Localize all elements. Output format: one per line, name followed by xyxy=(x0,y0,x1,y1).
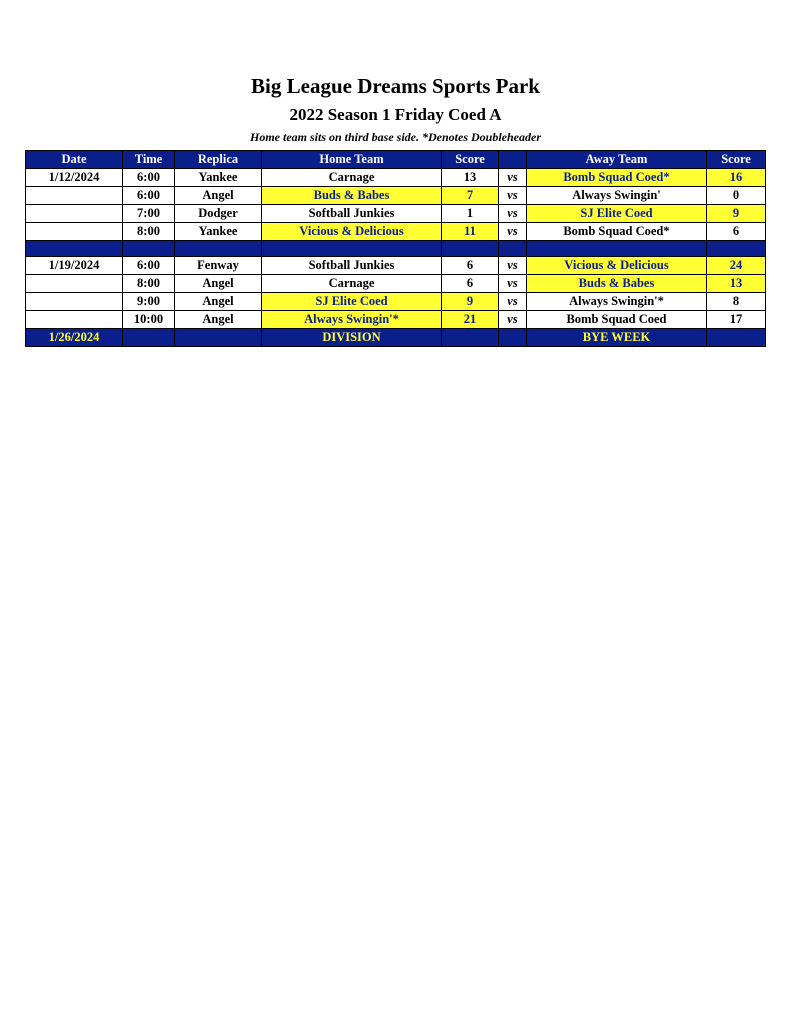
bye-date: 1/26/2024 xyxy=(26,329,123,347)
game-row xyxy=(26,257,766,275)
page-note: Home team sits on third base side. *Denotes Doubleheader xyxy=(250,130,541,144)
away-score: 9 xyxy=(707,205,766,223)
replica-field: Angel xyxy=(175,275,262,293)
game-time: 10:00 xyxy=(123,311,175,329)
page-subtitle: 2022 Season 1 Friday Coed A xyxy=(289,105,502,124)
vs-label: vs xyxy=(499,275,527,293)
away-score: 0 xyxy=(707,187,766,205)
schedule-table xyxy=(25,150,766,347)
separator-cell xyxy=(175,241,262,257)
bye-cell xyxy=(175,329,262,347)
col-header-away-team: Away Team xyxy=(527,151,707,169)
game-date xyxy=(26,311,123,329)
replica-field: Angel xyxy=(175,311,262,329)
home-team: Softball Junkies xyxy=(262,257,442,275)
week-separator-row xyxy=(26,241,766,257)
game-row xyxy=(26,187,766,205)
home-score: 6 xyxy=(442,257,499,275)
replica-field: Fenway xyxy=(175,257,262,275)
home-score: 6 xyxy=(442,275,499,293)
vs-label: vs xyxy=(499,293,527,311)
col-header-home-score: Score xyxy=(442,151,499,169)
game-date xyxy=(26,293,123,311)
page-title: Big League Dreams Sports Park xyxy=(251,74,540,98)
col-header-date: Date xyxy=(26,151,123,169)
game-date xyxy=(26,205,123,223)
game-date xyxy=(26,223,123,241)
replica-field: Angel xyxy=(175,187,262,205)
game-date xyxy=(26,187,123,205)
schedule-body xyxy=(26,169,766,347)
replica-field: Yankee xyxy=(175,223,262,241)
home-team: Buds & Babes xyxy=(262,187,442,205)
home-score: 11 xyxy=(442,223,499,241)
away-team: Buds & Babes xyxy=(527,275,707,293)
home-score: 7 xyxy=(442,187,499,205)
col-header-home-team: Home Team xyxy=(262,151,442,169)
away-team: Bomb Squad Coed* xyxy=(527,169,707,187)
home-team: Vicious & Delicious xyxy=(262,223,442,241)
game-time: 8:00 xyxy=(123,223,175,241)
game-time: 6:00 xyxy=(123,169,175,187)
vs-label: vs xyxy=(499,311,527,329)
bye-cell xyxy=(123,329,175,347)
bye-week-row xyxy=(26,329,766,347)
game-time: 8:00 xyxy=(123,275,175,293)
game-date: 1/12/2024 xyxy=(26,169,123,187)
home-team: Always Swingin'* xyxy=(262,311,442,329)
game-row xyxy=(26,169,766,187)
away-team: Vicious & Delicious xyxy=(527,257,707,275)
vs-label: vs xyxy=(499,257,527,275)
away-score: 16 xyxy=(707,169,766,187)
table-header-row xyxy=(26,151,766,169)
away-score: 8 xyxy=(707,293,766,311)
separator-cell xyxy=(123,241,175,257)
game-time: 6:00 xyxy=(123,187,175,205)
away-team: Bomb Squad Coed xyxy=(527,311,707,329)
separator-cell xyxy=(262,241,442,257)
separator-cell xyxy=(442,241,499,257)
home-team: SJ Elite Coed xyxy=(262,293,442,311)
vs-label: vs xyxy=(499,205,527,223)
game-row xyxy=(26,205,766,223)
home-team: Carnage xyxy=(262,275,442,293)
separator-cell xyxy=(499,241,527,257)
game-time: 7:00 xyxy=(123,205,175,223)
bye-cell xyxy=(499,329,527,347)
away-team: Bomb Squad Coed* xyxy=(527,223,707,241)
away-team: SJ Elite Coed xyxy=(527,205,707,223)
replica-field: Dodger xyxy=(175,205,262,223)
home-score: 9 xyxy=(442,293,499,311)
game-row xyxy=(26,223,766,241)
vs-label: vs xyxy=(499,223,527,241)
game-time: 6:00 xyxy=(123,257,175,275)
home-score: 1 xyxy=(442,205,499,223)
game-date: 1/19/2024 xyxy=(26,257,123,275)
home-score: 21 xyxy=(442,311,499,329)
away-score: 13 xyxy=(707,275,766,293)
replica-field: Yankee xyxy=(175,169,262,187)
home-team: Carnage xyxy=(262,169,442,187)
replica-field: Angel xyxy=(175,293,262,311)
col-header-time: Time xyxy=(123,151,175,169)
vs-label: vs xyxy=(499,169,527,187)
bye-division-label: DIVISION xyxy=(262,329,442,347)
separator-cell xyxy=(26,241,123,257)
game-row xyxy=(26,275,766,293)
col-header-vs xyxy=(499,151,527,169)
away-team: Always Swingin' xyxy=(527,187,707,205)
game-row xyxy=(26,293,766,311)
separator-cell xyxy=(707,241,766,257)
game-row xyxy=(26,311,766,329)
col-header-replica: Replica xyxy=(175,151,262,169)
vs-label: vs xyxy=(499,187,527,205)
away-score: 24 xyxy=(707,257,766,275)
bye-cell xyxy=(442,329,499,347)
away-score: 17 xyxy=(707,311,766,329)
game-date xyxy=(26,275,123,293)
bye-week-label: BYE WEEK xyxy=(527,329,707,347)
game-time: 9:00 xyxy=(123,293,175,311)
col-header-away-score: Score xyxy=(707,151,766,169)
separator-cell xyxy=(527,241,707,257)
home-score: 13 xyxy=(442,169,499,187)
bye-cell xyxy=(707,329,766,347)
away-score: 6 xyxy=(707,223,766,241)
away-team: Always Swingin'* xyxy=(527,293,707,311)
home-team: Softball Junkies xyxy=(262,205,442,223)
